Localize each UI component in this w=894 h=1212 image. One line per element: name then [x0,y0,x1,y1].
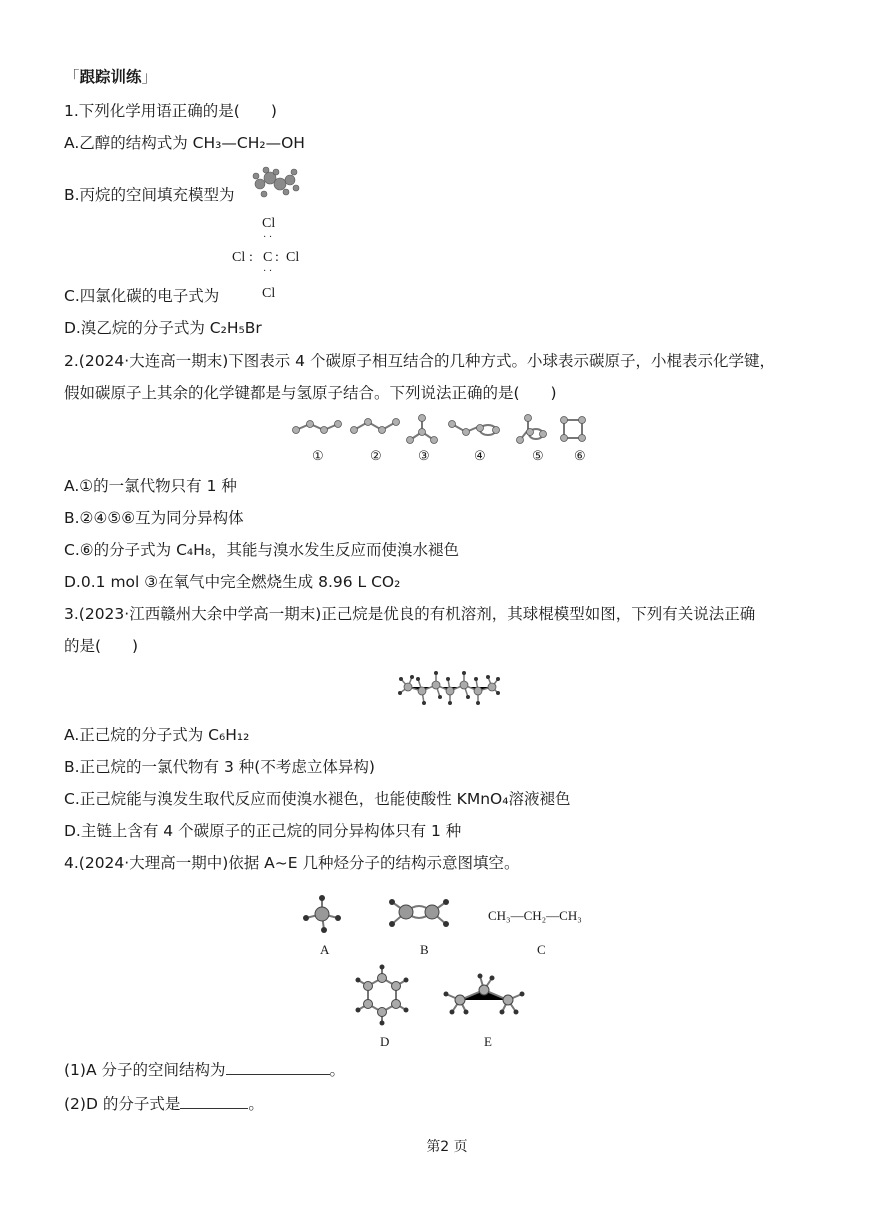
model-label-5: ⑤ [532,448,544,463]
lewis-center-c: C [263,250,273,265]
lewis-bottom-dots: · · [263,266,273,277]
q1-stem: 1.下列化学用语正确的是( ) [64,102,277,120]
q2-option-b: B.②④⑤⑥互为同分异构体 [64,509,244,527]
molecule-d-benzene [352,964,412,1028]
lewis-right-dots: : [275,250,279,265]
model-label-6: ⑥ [574,448,586,463]
lewis-left-dots: : [249,250,253,265]
page-number: 第2 页 [426,1139,468,1155]
molecule-c-formula: CH₃—CH₂—CH₃ [488,908,582,923]
q2-option-a: A.①的一氯代物只有 1 种 [64,477,237,495]
q3-stem-line1: 3.(2023·江西赣州大余中学高一期末)正己烷是优良的有机溶剂，其球棍模型如图，下列有关说法正确 [64,605,756,623]
ccl4-electron-formula [232,216,312,306]
q1-option-d: D.溴乙烷的分子式为 C₂H₅Br [64,319,262,337]
lewis-bottom-cl: Cl [262,286,276,301]
lewis-right-cl: Cl [286,250,300,265]
q2-stem-line2: 假如碳原子上其余的化学键都是与氢原子结合。下列说法正确的是( ) [64,384,557,402]
lewis-left-cl: Cl [232,250,246,265]
q4-stem: 4.(2024·大理高一期中)依据 A~E 几种烃分子的结构示意图填空。 [64,854,520,872]
q2-option-c: C.⑥的分子式为 C₄H₈，其能与溴水发生反应而使溴水褪色 [64,541,459,559]
molecule-e-propane [440,972,528,1018]
q4-sub1-end: 。 [329,1061,346,1079]
carbon-skeleton-models [290,410,600,470]
hexane-ball-and-stick-model [396,665,502,711]
q4-sub2-text: (2)D 的分子式是 [64,1095,181,1113]
q2-option-d: D.0.1 mol ③在氧气中完全燃烧生成 8.96 L CO₂ [64,573,401,591]
q3-option-b: B.正己烷的一氯代物有 3 种(不考虑立体异构) [64,758,375,776]
lewis-top-dots: · · [263,232,273,243]
model-label-4: ④ [474,448,486,463]
model-label-3: ③ [418,448,430,463]
molecule-label-a: A [320,942,330,957]
q4-sub1-answer-blank[interactable] [226,1060,330,1075]
q4-sub2-answer-blank[interactable] [180,1094,248,1109]
molecule-label-b: B [420,942,429,957]
q1-option-c: C.四氯化碳的电子式为 [64,287,220,305]
q1-option-a: A.乙醇的结构式为 CH₃—CH₂—OH [64,134,305,152]
q4-sub2-end: 。 [248,1095,264,1113]
model-label-1: ① [312,448,324,463]
lewis-top-cl: Cl [262,216,276,231]
q4-sub1-text: (1)A 分子的空间结构为 [64,1061,226,1079]
q2-stem-line1: 2.(2024·大连高一期末)下图表示 4 个碳原子相互结合的几种方式。小球表示碳原子，小棍表示化学键， [64,352,775,370]
molecule-label-d: D [380,1034,390,1049]
molecule-b-ethylene [384,894,454,934]
q1-option-b: B.丙烷的空间填充模型为 [64,186,235,204]
molecule-label-e: E [484,1034,492,1049]
q3-option-a: A.正己烷的分子式为 C₆H₁₂ [64,726,250,744]
q4-sub1 [64,1059,345,1081]
q3-option-d: D.主链上含有 4 个碳原子的正己烷的同分异构体只有 1 种 [64,822,462,840]
q3-stem-line2: 的是( ) [64,637,139,655]
section-heading: 「跟踪训练」 [64,68,158,86]
propane-space-filling-model [250,166,302,202]
molecule-label-c: C [537,942,546,957]
molecule-a-methane [298,892,348,938]
model-label-2: ② [370,448,382,463]
q3-option-c: C.正己烷能与溴发生取代反应而使溴水褪色，也能使酸性 KMnO₄溶液褪色 [64,790,571,808]
q4-sub2 [64,1093,264,1115]
